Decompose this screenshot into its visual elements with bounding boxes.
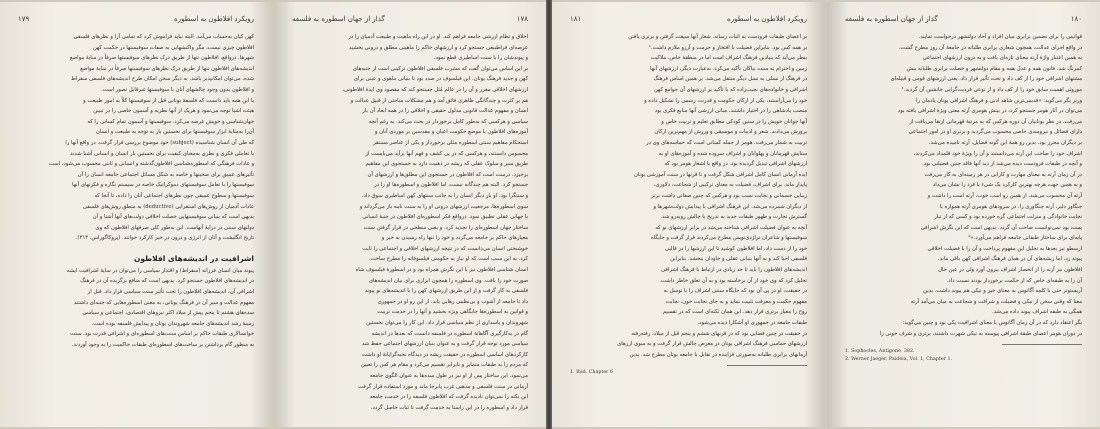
text-line: اندیشه‌های افلاطون را باید تا حد زیادی در ارتباط با فرهنگ اشرافی <box>661 267 807 274</box>
text-line: عادات آدمیان از روش‌های استقرایی (deductive) به منطق روش‌های فلسفی <box>82 203 254 210</box>
page-header <box>292 12 528 26</box>
text-line: ارزشهای اخلاقی مقرر و آن را در عالم مُثل جستجو کند که مقصود وی ایدهٔ افلاطونی، <box>342 86 528 93</box>
running-title: گذار از جهان اسطوره به فلسفه <box>845 15 938 23</box>
text-line: طبقات جامعه در جمهوری او آشکارا دیده می‌شود. <box>697 320 807 327</box>
footnote-rule <box>727 365 807 366</box>
text-line: سوفیستها و سطوح عمیقی چون نظرهای اجتماعی آنان را داده، تا آنجا که <box>94 192 254 199</box>
text-line: بر همه کس بود. بنابراین فضیلت با افتخار و حرمت و آرزو ملازم داشت.¹ <box>648 44 807 51</box>
text-line: افلاطون چیزی نیست، مگر واکنشهایی به صفات سوفیستها در حکمت کهن <box>92 44 254 51</box>
page-number: ۱۸۰ <box>1070 15 1082 23</box>
text-line: پست بود نمی‌توانست صاحب آن گردد. بدیهی است که این نگرش اشرافی <box>920 224 1082 231</box>
text-line: آموزه‌های افلاطون با موضع حکومت اعیان و مقدسین بر موردی آنان و <box>374 129 528 136</box>
text-line: آن‌را به‌مثابهٔ ابزار سوفیستها برای نخستین بار به توجه به طبیعت و انسان <box>95 129 254 136</box>
text-line: کهن کیان به‌حساب می‌آمد. البته نباید فراموش کرد که تمامی آرا و نظرهای فلسفی <box>73 34 254 40</box>
text-line: سیاسی و هرکسی که به‌طور کامل برخوردار در بحث می‌کند. به رغم آنچه <box>368 118 528 125</box>
text-line: کارکردهای اساسی اسطوره در حقیقت ریشه در دیدگاه نخبه‌گرایانهٔ او داشت <box>361 351 528 358</box>
text-line: در حقیقت در چنین فضایی بود که در قرنهای ششم و پنجم قبل از میلاد، رفته‌رفته <box>631 330 807 337</box>
text-line: پایدار ماند. برای اشراف، فضیلت به معنای ترکیبی از شجاعت، دلاوری، <box>653 182 807 189</box>
text-line: همگی به طبقه اشراف پیوند داده می‌شد. <box>992 309 1082 316</box>
text-line: در واقع اجرای عدالت، همچون شعاری برابری طلبانه در جامعهٔ آن روز مطرح گشت. <box>898 44 1082 51</box>
text-line: آرمانهای برابری طلبانه به‌صورتی فزاینده در تقابل با جامعه یونان مطرح شد. بدین <box>629 351 807 358</box>
page-180 <box>827 2 1100 427</box>
text-line: سوفیستها را با تعامل سوفیستهای دموکراتیک خاصه در سیستم نگاره و فکرتهای آنها <box>72 182 254 189</box>
text-line: قوانینی را برای تضمین برابری میان افراد و آحاد دولتشهر درخواست نمایند. <box>918 34 1082 40</box>
text-line: ایده آرمانی انسان کامل اشرافی شکل گرفت و تا قرنها در سنت آموزشی یونان <box>633 171 807 178</box>
text-line: اخلاق و نظام ارزشی جامعه فراهم کند. او در این راه ماهیت و طبیعت آدمیان را در <box>348 34 528 40</box>
text-line: موروثی اهمیت سابق خود را از کف داد و از نوعی فردیت‌گرایی جانشین آن گردید.¹ <box>901 86 1082 93</box>
text-line: آرمانی در سنت فلسفی و مذهبی غرب پابرجا ماند و مورد استفاده قرار گرفت <box>358 383 528 390</box>
text-line: سوی اسطوره‌ها، مرجعیت ارزشهای درونی او را به سنت نامه باز می‌گرداند و <box>359 203 528 210</box>
text-line: پایه‌ای برای ساختار طبقاتی جامعه فراهم می‌آورد.»² <box>968 235 1082 242</box>
text-line: آریستوتر حتی با کلمه آگاتوس به معنای خیر و نیکی هم پیوند داشت. بدین <box>923 288 1082 295</box>
text-line: معنا که وقتی سخن از نیکی و فضیلت و شرافت و شجاعت به میان می‌آمد آرته <box>910 298 1082 305</box>
text-line: تحلیل کرد که وی خود از آن برخاسته بود و به آن تعلق خاطر داشت. <box>659 277 807 284</box>
text-line: آرته آن محسوب می‌شد. از همین رو اسب خوب، آرته اسب را داشت و <box>927 192 1082 199</box>
text-line: هم بر کثرت و چندگانگی ظاهری فائق آمد و هم مشکلات مباحثی از قبیل عدالت و <box>350 97 528 104</box>
text-line: اشراف خود را صاحب این آرته می‌دانستند و آن را ویژهٔ خود قلمداد می‌کردند، <box>913 150 1082 157</box>
text-line: شهروندان و پاسداری از نظم سیاسی قرار داد. این کار را می‌توان نخستین <box>366 320 528 327</box>
text-line: مشتهای اشرافی خود را از کف داد و تحت تأثیر قرار داد. یعنی ارزشهای قومی و قبیله‌ای <box>890 76 1082 83</box>
text-line: کهن و جدید فرهنگ یونان. این فیلسوف در صدد بود تا بنیانی ماهوی و عینی برای <box>353 76 528 83</box>
text-line: ذر فرهنگ از نسلی به نسل دیگر منتقل می‌شد. بر همین اساس فرهنگ <box>653 76 807 83</box>
text-line: عرصه‌ای فراطبیعی جستجو کرد و ارزشهای حاکم را ماهیتی مطلق و درونی بخشید <box>349 44 528 51</box>
text-line: بنظر می‌آید که بنیادین فرهنگ اشراف است اما در منطقهٔ خاص، ملاکیت <box>650 55 807 62</box>
text-line: خوانسالاری طبقات حاکم بر اساس سنت‌های اسطوره‌ای و اشرافی قدرت بود. سنت <box>70 331 254 338</box>
text-line: جنگاور دلیر، آرته جنگاوری را. در سرودهای هومری آرته همواره با <box>939 203 1082 210</box>
text-line: فلسفی احیا کند و به آنها بنیانی عقلی و جاودان ببخشد. بنابراین <box>669 256 807 263</box>
footnote-rule <box>1002 344 1082 345</box>
text-line: دارای فضائل و نیرومندی خاصی محسوب می‌گردید و برتری او در امور اجتماعی <box>908 129 1082 136</box>
text-line: پیوند زد، اما ریشه‌های آن در همان فرهنگ اشرافی کهن باقی ماند. <box>937 256 1082 263</box>
text-line: سده‌های هشتم تا پنجم پیش از میلاد اکثر نیروهای اقتصادی، اجتماعی و سیاسی <box>82 310 254 317</box>
text-line: ورنر یگر می‌گوید: «قدیمی‌ترین شاهد ادبی و فرهنگ اشرافی یونان یادمان را <box>915 97 1082 104</box>
text-line: گسترش تجارت و ظهور طبقات جدید به تدریج با چالش روبه‌رو شد. <box>660 214 807 221</box>
text-line: اشرافی آن، اندیشه‌های افلاطون را تحت تأثیر سنت سیاسی قرار داد. قبل از <box>87 289 254 296</box>
text-line: محسوس دانستند، و هرکسی که در پی کشف و فهم آنها برآید می‌بایست از <box>365 150 528 157</box>
text-line: سیاسی مورد توجه قرار گرفت و به عنوان بنیان ارزشهای اجتماعی حفظ شد <box>361 341 528 348</box>
text-line: بر دیگران محرز بود. بدین رو همهٔ این گونه فضایل، آرته نامیده می‌شد. <box>928 139 1082 146</box>
page-178 <box>274 2 546 427</box>
text-line: تأثیرهای عمیق برای صحبتها و خاصه به شکل مسائل اجتماعی جامعه انسان را آن <box>77 171 254 178</box>
text-line: به همین اعتبار واژهٔ آرته معنای تازه‌ای یافت و به درون ارزشهای اجتماعی <box>922 55 1082 62</box>
section-heading: اشرافیت در اندیشه‌های افلاطون <box>133 253 254 263</box>
text-line: با تعاملی فکری و نظری به‌معنای کیفیت برای نخستین بار انسان و انسانی آشنا شدند <box>70 150 254 157</box>
right-book-spread <box>552 0 1100 429</box>
text-line: مفهوم حکمت و معرفت تثبیت نماید و به جای نجابت خون، نجابت <box>665 298 807 305</box>
text-line: بر اعضای طبقات فرودست به اثبات رساند. شعار آنها سیقت گرفتن و برتری یافتن <box>628 34 807 40</box>
text-line: و عادات فرهنگی که اسطوره‌شناسی افلاطون‌گذشته و انسانی و ثابتی محسوب می‌شود، است <box>48 161 254 168</box>
text-line: جستجو کرد. البته هم چندگانه نیست، اما افلاطون و اسطوره‌ها او را در <box>374 182 528 189</box>
text-line: شده، می‌توان امکانپذیر باشد. به دیگر سخن امکان طرح اندیشه‌های فلسفی سقراط <box>70 76 254 83</box>
page-body <box>18 32 254 421</box>
footnote: 1. Sophocles, Antigone, 382. <box>845 349 915 355</box>
text-line: زمینهٔ رشد اندیشه‌های جامعه شهروندان یونان و پیدایش فلسفه بوده است. <box>91 320 254 327</box>
text-line: از دیگران شمرده می‌شد. این فرهنگ اشرافی با پیدایش دولت‌شهرها و <box>653 203 807 210</box>
page-header <box>570 12 807 26</box>
text-line: دولتهای سنتی در درایهٔ آنهاست. این به‌طور کلی صرفهای افلاطون که وی <box>95 224 254 231</box>
text-line: گام در به‌کارگیری آگاهانهٔ اسطوره در فلسفه دانست که بعدها در اندیشه <box>371 330 528 337</box>
text-line: ساختار جهان اسطوره‌ای را تجدید کرد. و یعنی سطحی در قرار گرفتن سنت <box>363 224 528 231</box>
text-line: منصب پادشاهی را در اختیار داشتند. مبانی ارزشی آنها منابع فکری بود <box>654 108 807 115</box>
text-line: به منظور گام برداشتن بر ساخت‌های اسطوره‌ای طبقات حاکمیت را به وجود آوردند. <box>71 342 254 349</box>
text-line: در حقیقت، او در پی آن بود که جایگاه سنتی اشراف را با توسل به <box>663 288 807 295</box>
text-line: در اندیشه‌های افلاطون جستجو کرد. بدیهی است که منافع برگزیده آن در فرهنگ <box>80 278 254 285</box>
text-line: آنچه به عنوان فضیلت اشرافی شناخته می‌شد در برابر ارزشهای نو که <box>655 224 807 231</box>
text-line: قرار داد و اسطوره را در این راستا به خدمت گرفت تا ثبات حاصل گردد. <box>370 404 528 411</box>
text-line: نجابت خانوادگی و منزلت اجتماعی گره خورده بود و کسی که از تبار <box>934 214 1082 221</box>
text-line: و افلاطون بدون وجود چالشهای آنان با سوفیستها غیرقابل تصور است. <box>101 86 254 93</box>
text-line: و به همین جهت هرچه بهترین کارکرد یک شیء یا فرد را نشان می‌داد <box>932 182 1082 189</box>
text-line: افلاطون نیز آرته را از انحصار اشراف بیرون آورد ولی در عین حال <box>938 267 1082 274</box>
text-line: ارزشهای حماسی فرهنگ اشرافی یونان در معرض چالش قرار گرفت و به سوی ارزهای <box>617 341 807 348</box>
text-line: کرد. به این سبب است که او نیاز به حکومتی فیلسوفانه را مطرح ساخت. <box>368 256 528 263</box>
text-line: تربیت به شمار می‌رفت. هومر از جمله کسانی است که حماسه‌های وی در <box>646 139 807 146</box>
text-line: کمرنگ شد. فاتون همه و عدل همه و مقام دولتشهر و خصلت برابری طلبانه بیش <box>906 65 1082 72</box>
page-181 <box>552 2 825 427</box>
text-line: می‌رفت. در نظر یونانیان آن دوره هرکس که به مرتبهٔ قهرمانی ارتقا می‌یافت از <box>909 118 1082 125</box>
text-line: ارسطو نیز بعدها به تحلیل این مفهوم پرداخت و آن را با فضیلت اخلاقی <box>927 245 1082 252</box>
text-line: داد تا جامعه از آشوب و بی‌نظمی رهایی یابد. از این رو او در جمهوری <box>377 298 528 305</box>
text-line: آنها جوانان خویش را در سنین کودکی مطابق تعلیم و تربیت خاص و <box>661 118 807 125</box>
text-line: در دوران هومر اعضای طبقهٔ اشرافی پیوسته به نیکی شهرت داشتند، برتری و شرف خونی را <box>879 330 1082 337</box>
text-line: بر این اساس می‌توان گفت که مشرب فلسفی افلاطون ترکیبی است از جنبه‌های <box>352 65 528 72</box>
page-body <box>845 32 1082 421</box>
text-line: روح را معیار برتری قرار دهد. این همان نکته‌ای است که در تقسیم <box>662 309 807 316</box>
text-line: طریق سیر و سلوک عقلی که ریشه در ذهنیت دارد به جستجوی این مفاهیم <box>365 161 528 168</box>
page-number: ۱۸۱ <box>570 15 582 23</box>
text-line: ارزشهای اشرافی تبدیل گردیده بود. در واقع با اشعار هومر بود که <box>664 161 807 168</box>
text-line: با جهانی عقلی تطبیق نمود. درواقع فکر اسطوره‌ای افلاطون در جنبهٔ انسانی <box>362 214 528 221</box>
page-header <box>18 12 254 26</box>
page-header <box>845 12 1082 26</box>
text-line: معیارهای حاکم بر جامعه می‌گردد و خود را تنها راه رسیدن به خیر و <box>381 235 528 242</box>
footnote: 2. Werner Jaeger, Paideia, Vol. 1, Chapter 1. <box>845 357 953 363</box>
text-line: شهرها. درواقع، افلاطون تنها از طریق درک نظرهای سوفیستها صرفاً در سایهٔ مواضع <box>69 55 254 62</box>
page-number: ۱۷۹ <box>18 15 30 23</box>
text-line: آن را به طبقه‌ای خاص که از حکمت برخوردار بودند نسبت داد. <box>946 277 1082 284</box>
running-title: رویکرد افلاطون به اسطوره <box>174 15 254 23</box>
text-line: می‌توان در آثار هومر جستجو کرد، در بینش هومری آرته معنی ویژهٔ اشرافی یافته بود <box>897 108 1082 115</box>
page-179 <box>0 2 272 427</box>
text-line: با این همه باید دانست که فلسفهٔ یونانی قبل از سوفیستها کلاً به امور طبیعت و <box>83 97 254 104</box>
running-title: گذار از جهان اسطوره به فلسفه <box>292 15 385 23</box>
text-line: و سنتگرا بود. او بار دیگر انسان را به جانب سنتهای کهن اساطیری سوق داد. <box>361 192 528 199</box>
text-line: صورت خود را یافت. وی اسطوره را همچون ابزاری برای بیان اندیشه‌های <box>368 277 528 284</box>
text-line: این نکته را نمی‌توان نادیده گرفت که افلاطون فلسفه را در خدمت جامعه <box>369 394 528 401</box>
text-line: انسان شناسی افلاطون نیز با این نگرش همراه بود و در اسطورهٔ فیلسوف شاه <box>355 267 528 274</box>
page-body <box>292 32 528 421</box>
text-line: می‌نمود. این ساختار پس از او نیز در طول سده‌ها به عنوان الگوی جامعه <box>369 373 528 379</box>
text-line: برخیزد. درست است که افلاطون در جستجوی این مطلق‌ها و ارزشهای آن <box>367 171 528 178</box>
text-line: در آن زمان آرته به معنای مهارت و کارایی در هر زمینه‌ای به کار می‌رفت <box>924 171 1082 178</box>
text-line: خود را می‌آراستند، یکی از ارکان حکومت و قدرت، رسمی را تشکیل داده و <box>644 97 807 104</box>
text-line: و پیوندشان را با سنت اساطیری قطع نمود. <box>433 55 528 62</box>
text-line: بدیهی است که بنیانی سوفیستهایی خصلت اخلاقی دولت‌های آنها آشنا و آن <box>92 214 254 221</box>
text-line: مفهوم عدالت و سیر آن در فرهنگ یونانی، به معنی اسطوره‌هایی که جنبه‌ای داشتند <box>73 299 254 306</box>
text-line: اندیشه‌های افلاطون تنها از طریق درک نظرهای سوفیستها صرفاً در سایهٔ مواضع <box>80 65 254 72</box>
page-body <box>570 32 807 421</box>
text-line: پرورش می‌دادند. شعر و ادبیات و موسیقی و ورزش از مهم‌ترین ارکان <box>654 129 807 136</box>
text-line: هیئت اشیا توجه می‌نمود و هریک از آنها نظریه و آسمون خاصی را در تبیین <box>93 108 254 115</box>
running-title: رویکرد افلاطون به اسطوره <box>727 15 807 23</box>
text-line: و قوانین به اسطوره‌ها جایگاهی ویژه بخشید و آنها را در خدمت تربیت <box>377 309 528 316</box>
text-line: ستایش قهرمانان و پهلوانان و اشراف سروده شده و آموزه‌های او به <box>658 150 807 157</box>
text-line: انسان و مفهوم عدالت قانونی مدلول حقیقی و اخلاقی را در همه ابعاد آن باز <box>362 108 528 115</box>
left-book-spread <box>0 0 546 429</box>
text-line: و آنچه در طبقات فرودست دیده می‌شد از دید آنها فاقد چنین فضیلتی بود. <box>922 161 1082 168</box>
text-line: پیوند میان انسان فرزانه (سقراط) و اقتدار سیاسی را می‌توان در سایهٔ اشرافیت ایشه <box>66 267 254 274</box>
text-line: زمین و احترام به سنت نیاکان تأکید می‌کرد. به‌عبارت دیگر، ارزشهای آنها <box>650 65 807 72</box>
text-line: که مردم را به طبقات متمایز و نابرابر تقسیم می‌کرد و مقام هر کس را تعیین <box>360 362 528 369</box>
text-line: تاریخ انگلیشت و آنان از انرژی و درون در خیر کارکرد خوانند. (پروکاگوراس، ۳۱۳). <box>75 235 254 242</box>
text-line: استحکام مفاهیم سنتی اسطوره مثلی برخوردار و یکی از عناصر مستقر <box>373 139 528 146</box>
footnote: 1. Ibid, Chapter 6 <box>570 370 614 376</box>
text-line: جهان‌شناسی و خویش عرضه می‌کرد. سوفیستها و آسمون تمام کسانی را که <box>87 118 254 125</box>
text-line: سوفیستها و شاعران تراژدی‌نویس مطرح می‌کردند قرار گرفت و جایگاه <box>651 235 807 242</box>
text-line: بگر اعتقاد دارد که در آن زمان آگاتوس با معنای اشرافیت یکی بود و چنین می‌گوید: <box>902 320 1082 327</box>
page-number: ۱۷۸ <box>516 15 528 23</box>
text-line: زیبایی جسمانی و نجابت نسب بود و هرکس که چنین صفاتی داشت برتر <box>651 192 807 199</box>
text-line: خوشبختی انسان می‌دانست که در نتیجه ارزشهای اخلاقی و اجتماعی را ثابت <box>362 245 528 252</box>
text-line: که طی آن انسان شناسیده (subject) خود موضوع بررسی قرار گرفت. در واقع آنها را <box>65 139 254 146</box>
text-line: خود را از دست داد، اما افلاطون کوشید تا این ارزشها را در قالبی <box>664 245 807 252</box>
text-line: فلسفی به کار گرفت و از این طریق ارزشهای کهن را با اندیشه‌های نو پیوند <box>364 288 528 295</box>
text-line: اشرافی و خانواده‌های نجیب‌زاده که با تأکید بر ارزشهای آن جوامع کهن <box>653 86 807 93</box>
